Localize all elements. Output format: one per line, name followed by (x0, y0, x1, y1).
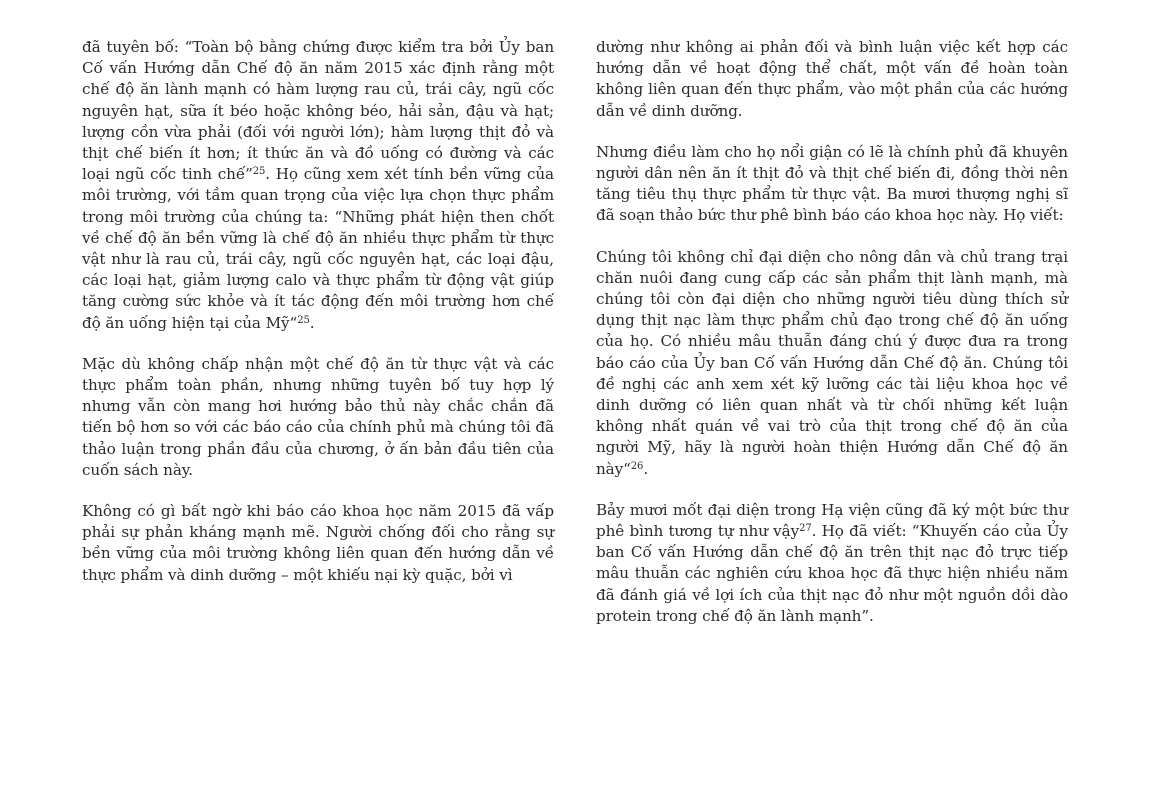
footnote-reference: 25 (252, 166, 266, 178)
body-paragraph (82, 354, 554, 481)
body-paragraph (596, 500, 1068, 627)
paragraph-text: Chúng tôi không chỉ đại diện cho nông dân và chủ trang trại chăn nuôi đang cung cấp các sản phẩm thịt lành mạnh, mà chúng tôi còn đại diện cho những người tiêu dùng thích sử dụng thịt nạc làm thực phẩm chủ đạo trong chế độ ăn uống của họ. Có nhiều mâu thuẫn đáng chú ý được đưa ra trong báo cáo của Ủy ban Cố vấn Hướng dẫn Chế độ ăn. Chúng tôi đề nghị các anh xem xét kỹ lưỡng các tài liệu khoa học về dinh dưỡng có liên quan nhất và từ chối những kết luận không nhất quán về vai trò của thịt trong chế độ ăn của người Mỹ, hãy là người hoàn thiện Hướng dẫn Chế độ ăn này“ (596, 247, 1068, 478)
body-paragraph (82, 37, 554, 334)
paragraph-text: . Họ đã viết: “Khuyến cáo của Ủy ban Cố vấn Hướng dẫn chế độ ăn trên thịt nạc đỏ trực tiếp mâu thuẫn các nghiên cứu khoa học đã thực hiện nhiều năm đã đánh giá về lợi ích của thịt nạc đỏ như một nguồn dồi dào protein trong chế độ ăn lành mạnh”. (596, 522, 1068, 625)
paragraph-text: Bảy mươi mốt đại diện trong Hạ viện cũng đã ký một bức thư phê bình tương tự như vậy (596, 500, 1068, 541)
body-paragraph (82, 501, 554, 586)
paragraph-text: Nhưng điều làm cho họ nổi giận có lẽ là chính phủ đã khuyên người dân nên ăn ít thịt đỏ và thịt chế biến đi, đồng thời nên tăng tiêu thụ thực phẩm từ thực vật. Ba mươi thượng nghị sĩ đã soạn thảo bức thư phê bình báo cáo khoa học này. Họ viết: (596, 142, 1068, 225)
right-text-column (596, 37, 1068, 800)
paragraph-text: . Họ cũng xem xét tính bền vững của môi trường, với tầm quan trọng của việc lựa chọn thực phẩm trong môi trường của chúng ta: “Những phát hiện then chốt về chế độ ăn bền vững là chế độ ăn nhiều thực phẩm từ thực vật như là rau củ, trái cây, ngũ cốc nguyên hạt, các loại đậu, các loại hạt, giảm lượng calo và thực phẩm từ động vật giúp tăng cường sức khỏe và ít tác động đến môi trường hơn chế độ ăn uống hiện tại của Mỹ“ (82, 165, 554, 332)
body-paragraph (596, 142, 1068, 227)
paragraph-text: . (643, 459, 649, 478)
paragraph-text: . (309, 313, 315, 332)
body-paragraph (596, 247, 1068, 480)
footnote-reference: 27 (799, 523, 812, 535)
left-text-column (82, 37, 554, 800)
paragraph-text: dường như không ai phản đối và bình luận việc kết hợp các hướng dẫn về hoạt động thể chất, một vấn đề hoàn toàn không liên quan đến thực phẩm, vào một phần của các hướng dẫn về dinh dưỡng. (596, 38, 1068, 120)
paragraph-text: đã tuyên bố: “Toàn bộ bằng chứng được kiểm tra bởi Ủy ban Cố vấn Hướng dẫn Chế độ ăn năm 2015 xác định rằng một chế độ ăn lành mạnh có hàm lượng rau củ, trái cây, ngũ cốc nguyên hạt, sữa ít béo hoặc không béo, hải sản, đậu và hạt; lượng cồn vừa phải (đối với người lớn); hàm lượng thịt đỏ và thịt chế biến ít hơn; ít thức ăn và đồ uống có đường và các loại ngũ cốc tinh chế” (82, 38, 554, 184)
footnote-reference: 26 (630, 460, 644, 472)
paragraph-text: Không có gì bất ngờ khi báo cáo khoa học năm 2015 đã vấp phải sự phản kháng mạnh mẽ. Người chống đối cho rằng sự bền vững của môi trường không liên quan đến hướng dẫn về thực phẩm và dinh dưỡng – một khiếu nại kỳ quặc, bởi vì (82, 502, 554, 584)
body-paragraph (596, 37, 1068, 122)
footnote-reference: 25 (297, 314, 310, 326)
paragraph-text: Mặc dù không chấp nhận một chế độ ăn từ thực vật và các thực phẩm toàn phần, nhưng những tuyên bố tuy hợp lý nhưng vẫn còn mang hơi hướng bảo thủ này chắc chắn đã tiến bộ hơn so với các báo cáo của chính phủ mà chúng tôi đã thảo luận trong phần đầu của chương, ở ấn bản đầu tiên của cuốn sách này. (82, 354, 554, 479)
